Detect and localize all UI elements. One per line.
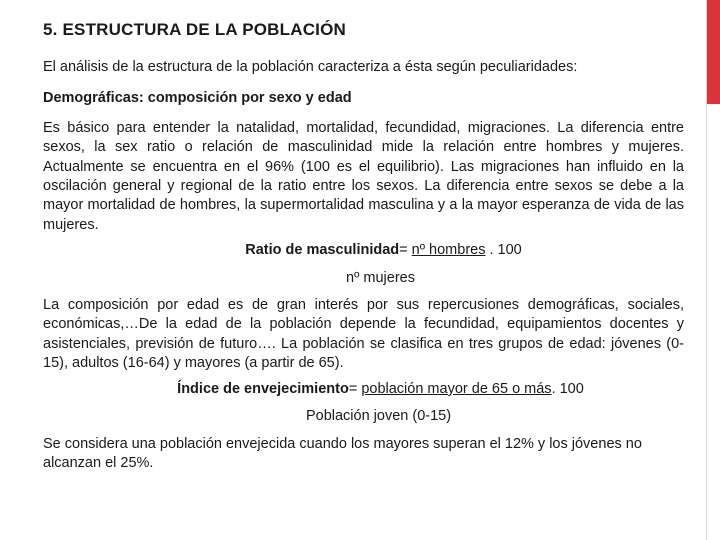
paragraph-age-composition: La composición por edad es de gran interés por sus repercusiones demográficas, sociales, económicas,…De la edad de la población depende la fecundidad, equipamientos docentes y asistenciales, previsión de futuro…. La población se clasifica en tres grupos de edad: jóvenes (0-15), adultos (16-64) y mayores (a partir de 65). xyxy=(43,297,684,372)
intro-text: El análisis de la estructura de la población caracteriza a ésta según peculiaridades: xyxy=(43,59,578,75)
accent-bar xyxy=(706,0,720,104)
formula-equals: = xyxy=(348,380,362,397)
formula-denominator: nº mujeres xyxy=(346,269,415,286)
formula-aging-index xyxy=(43,380,684,399)
formula-multiplier: . 100 xyxy=(489,242,522,259)
formula-multiplier: . 100 xyxy=(551,380,584,397)
slide-title: 5. ESTRUCTURA DE LA POBLACIÓN xyxy=(43,20,346,39)
formula-denominator: Población joven (0-15) xyxy=(305,408,452,425)
formula-numerator: nº hombres xyxy=(411,242,486,259)
subheading: Demográficas: composición por sexo y edad xyxy=(43,90,352,107)
formula-label: Ratio de masculinidad xyxy=(245,242,400,259)
formula-masculinity-ratio xyxy=(43,241,684,260)
paragraph-sex-ratio: Es básico para entender la natalidad, mortalidad, fecundidad, migraciones. La diferencia entre sexos, la sex ratio o relación de masculinidad mide la relación entre hombres y mujeres. Actualmente se encuentra en el 96% (100 es el equilibrio). Las migraciones han influido en la oscilación general y regional de la ratio entre los sexos. La diferencia entre sexos se debe a la mayor mortalidad de hombres, la supermortalidad masculina y a la mayor esperanza de vida de las mujeres. xyxy=(43,119,684,233)
formula-numerator: población mayor de 65 o más xyxy=(361,380,552,397)
formula-label: Índice de envejecimiento xyxy=(177,380,349,397)
edge-divider xyxy=(706,0,707,540)
paragraph-aging-threshold: Se considera una población envejecida cuando los mayores superan el 12% y los jóvenes no alcanzan el 25%. xyxy=(43,435,642,471)
slide-body xyxy=(43,58,684,473)
formula-equals: = xyxy=(399,242,412,259)
